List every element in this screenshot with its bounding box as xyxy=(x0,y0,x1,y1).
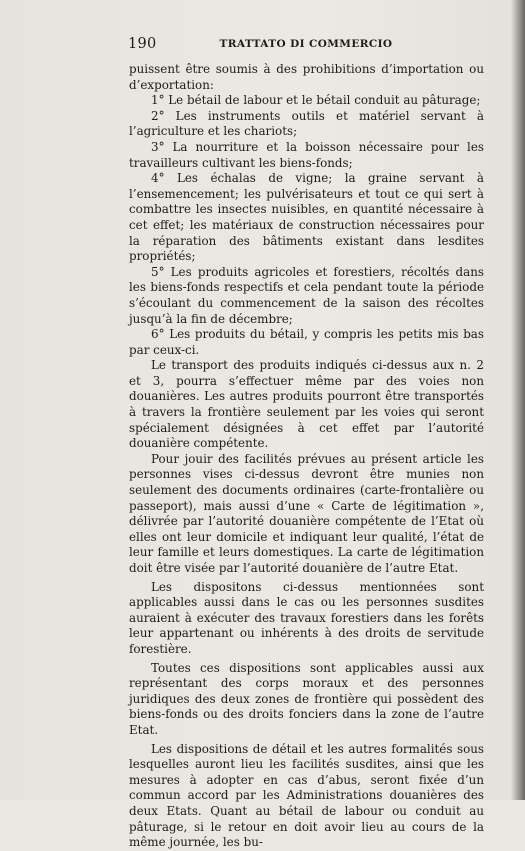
paragraph: Le transport des produits indiqués ci-dessus aux n. 2 et 3, pourra s’effectuer même par des voies non douanières. Les autres produits pourront être transportés à travers la frontière seulement par les voies qui seront spécialement désignées à cet effet par l’autorité douanière compétente. xyxy=(129,358,484,451)
paragraph: Les dispositons ci-dessus mentionnées sont applicables aussi dans le cas ou les personnes susdites auraient à exécuter des travaux forestiers dans les forêts leur appartenant ou inhérents à des droits de servitude forestière. xyxy=(129,579,484,656)
body-text xyxy=(129,62,484,851)
paragraph: puissent être soumis à des prohibitions d’importation ou d’exportation: xyxy=(129,62,484,92)
list-item: 6° Les produits du bétail, y compris les petits mis bas par ceux-ci. xyxy=(129,327,484,357)
paragraph: Les dispositions de détail et les autres formalités sous lesquelles auront lieu les facilités susdites, ainsi que les mesures à adopter en cas d’abus, seront fixée d’un commun accord par les Administrations douanières des deux Etats. Quant au bétail de labour ou conduit au pâturage, si le retour en doit avoir lieu au cours de la même journée, les bu- xyxy=(129,741,484,850)
page-number: 190 xyxy=(128,36,157,52)
paragraph: Pour jouir des facilités prévues au présent article les personnes vises ci-dessus devront être munies non seulement des documents ordinaires (carte-frontalière ou passeport), mais aussi d’une « Carte de légitimation », délivrée par l’autorité douanière compétente de l’Etat où elles ont leur domicile et indiquant leur qualité, l’état de leur famille et leurs domestiques. La carte de légitimation doit être visée par l’autorité douanière de l’autre Etat. xyxy=(129,451,484,575)
paragraph: Toutes ces dispositions sont applicables aussi aux représentant des corps moraux et des personnes juridiques des deux zones de frontière qui possèdent des biens-fonds ou des droits fonciers dans la zone de l’autre Etat. xyxy=(129,660,484,737)
list-item: 1° Le bétail de labour et le bétail conduit au pâturage; xyxy=(151,93,481,108)
running-title: TRATTATO DI COMMERCIO xyxy=(219,38,393,50)
list-item: 5° Les produits agricoles et forestiers, récoltés dans les biens-fonds respectifs et cela pendant toute la période s’écoulant du commencement de la saison des récoltes jusqu’à la fin de décembre; xyxy=(129,264,484,326)
page-edge-shadow xyxy=(511,0,525,800)
list-item: 2° Les instruments outils et matériel servant à l’agriculture et les chariots; xyxy=(129,108,484,139)
page-header xyxy=(128,36,484,56)
list-item: 4° Les échalas de vigne; la graine servant à l’ensemencement; les pulvérisateurs et tout ce qui sert à combattre les insectes nuisibles, en quantité nécessaire à cet effet; les matériaux de construction nécessaires pour la réparation des bâtiments existant dans lesdites propriétés; xyxy=(129,171,484,264)
list-item: 3° La nourriture et la boisson nécessaire pour les travailleurs cultivant les biens-fonds; xyxy=(129,139,484,170)
